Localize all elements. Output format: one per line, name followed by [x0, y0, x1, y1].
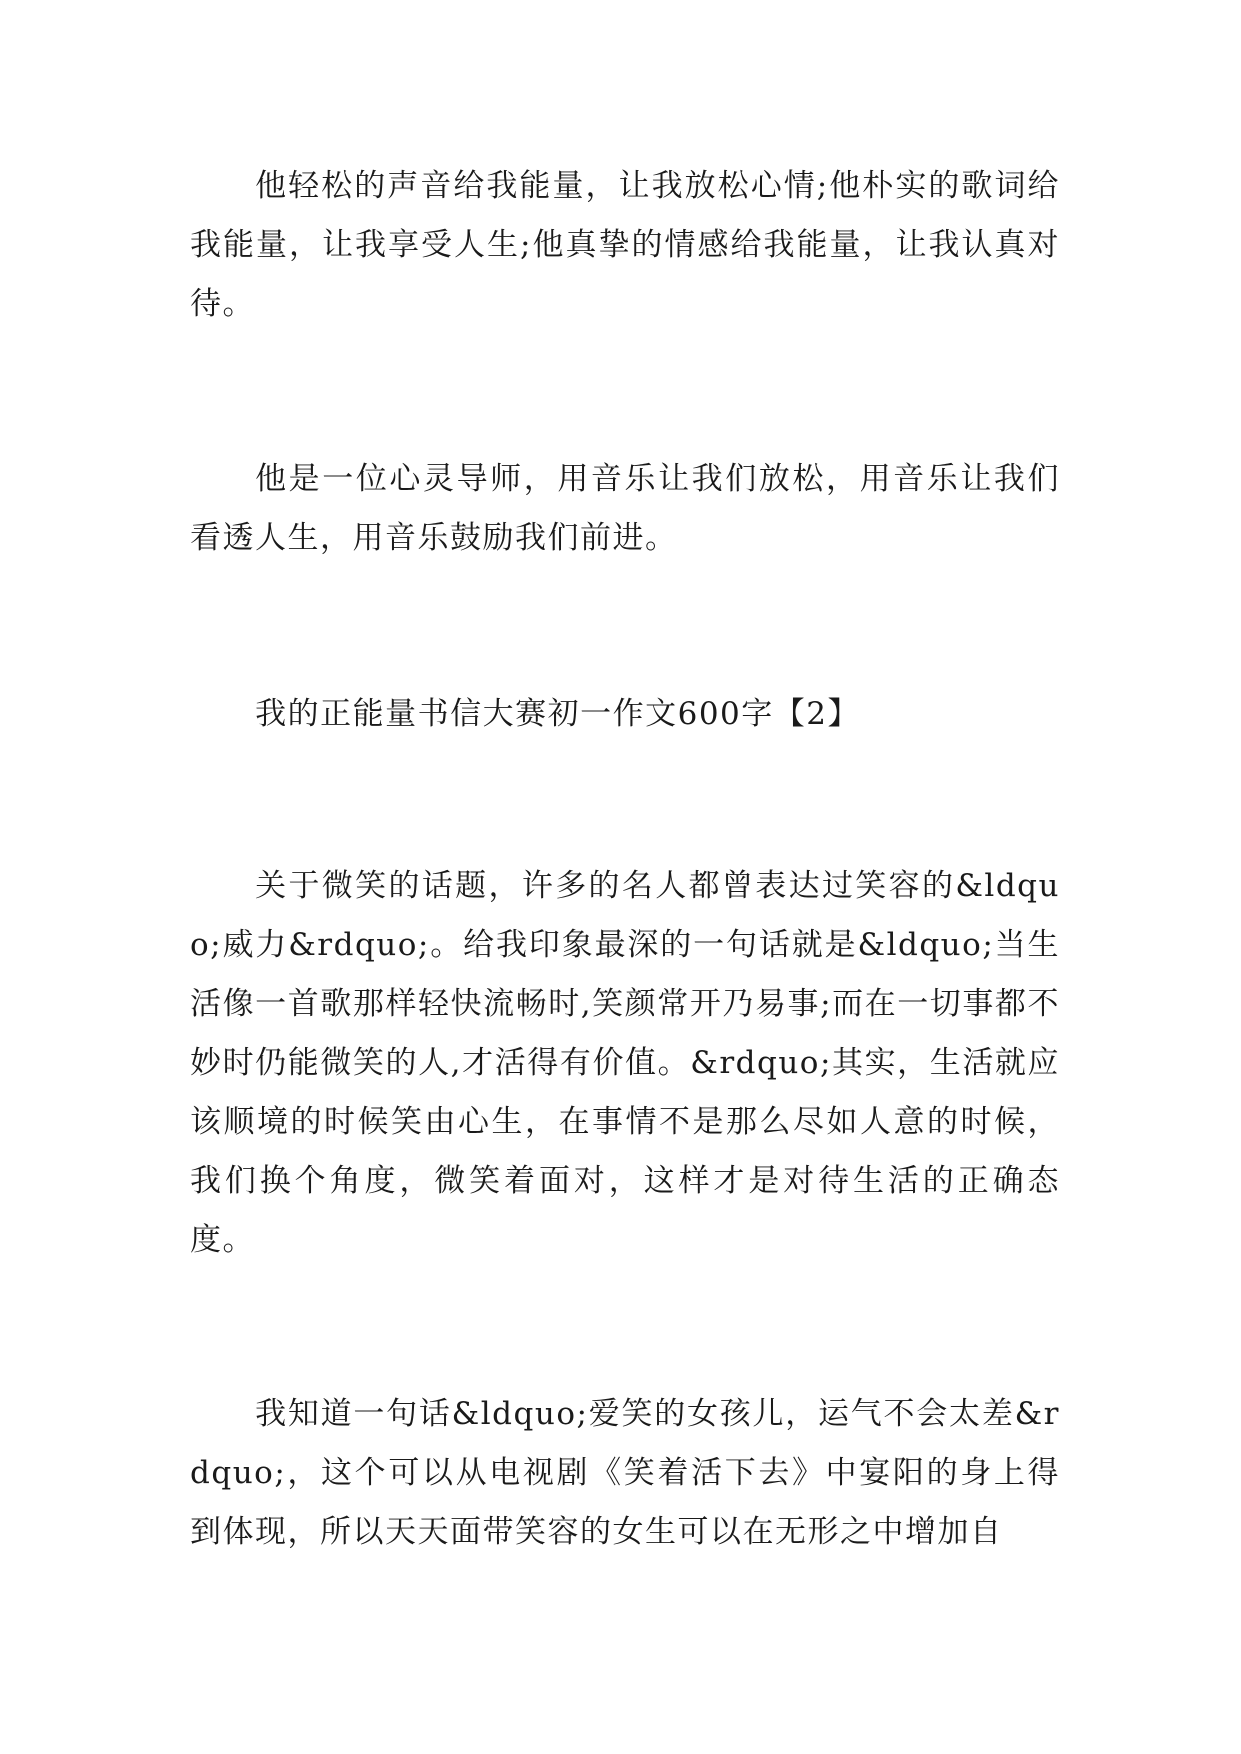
paragraph-mentor: 他是一位心灵导师，用音乐让我们放松，用音乐让我们看透人生，用音乐鼓励我们前进。 — [190, 461, 1060, 556]
section-heading: 我的正能量书信大赛初一作文600字【2】 — [255, 696, 860, 732]
paragraph-energy: 他轻松的声音给我能量，让我放松心情;他朴实的歌词给我能量，让我享受人生;他真挚的情感给我能量，让我认真对待。 — [190, 168, 1060, 322]
paragraph-smile-topic: 关于微笑的话题，许多的名人都曾表达过笑容的&ldquo;威力&rdquo;。给我印象最深的一句话就是&ldquo;当生活像一首歌那样轻快流畅时,笑颜常开乃易事;而在一切事都不妙时仍能微笑的人,才活得有价值。&rdquo;其实，生活就应该顺境的时候笑由心生，在事情不是那么尽如人意的时候，我们换个角度，微笑着面对，这样才是对待生活的正确态度。 — [190, 868, 1060, 1258]
paragraph-smile-girl: 我知道一句话&ldquo;爱笑的女孩儿，运气不会太差&rdquo;，这个可以从电视剧《笑着活下去》中宴阳的身上得到体现，所以天天面带笑容的女生可以在无形之中增加自 — [190, 1396, 1060, 1550]
